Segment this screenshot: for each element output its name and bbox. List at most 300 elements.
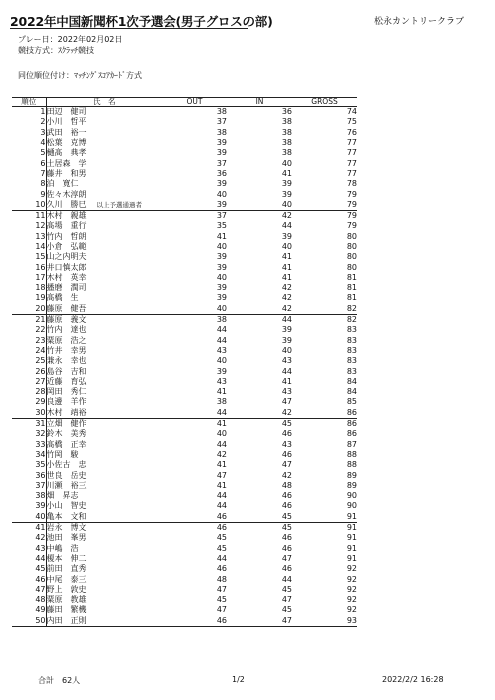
player-name-cell (46, 336, 162, 346)
rank-cell: 31 (12, 418, 46, 429)
player-name: 畑 昇志 (46, 491, 79, 501)
in-score-cell: 39 (281, 335, 292, 345)
player-name: 藤井 和男 (46, 168, 87, 178)
rank-cell: 43 (12, 543, 46, 553)
gross-score-cell: 86 (292, 408, 357, 419)
player-name-cell (46, 377, 162, 387)
rank-cell: 13 (12, 232, 46, 242)
gross-score-cell: 92 (346, 564, 357, 574)
out-score-cell: 43 (216, 376, 227, 386)
player-name: 藤原 健吾 (46, 303, 87, 313)
gross-score-cell: 84 (346, 387, 357, 397)
player-name-cell (46, 564, 162, 574)
rank-cell: 2 (12, 117, 46, 127)
rank-cell: 42 (12, 533, 46, 543)
rank-cell: 4 (12, 138, 46, 148)
gross-score-cell: 80 (346, 262, 357, 272)
out-score-cell: 40 (216, 272, 227, 282)
in-score-cell: 46 (281, 543, 292, 553)
player-name: 粟原 教雄 (46, 595, 87, 605)
in-score-cell: 43 (281, 356, 292, 366)
out-score-cell: 40 (216, 356, 227, 366)
out-score-cell: 46 (216, 564, 227, 574)
table-row (12, 574, 357, 584)
gross-score-cell: 83 (346, 366, 357, 376)
rank-cell: 49 (12, 605, 46, 615)
table-row (12, 356, 357, 366)
player-name-cell (46, 273, 162, 283)
player-name: 髙橋 正幸 (46, 439, 87, 449)
player-name-cell (46, 128, 162, 138)
table-row (12, 512, 357, 523)
table-row (12, 564, 357, 574)
player-name: 兼永 幸也 (46, 356, 87, 366)
player-name: 樋髙 典孝 (46, 148, 87, 158)
tie-break-rule: 同位順位付け：ﾏｯﾁﾝｸﾞｽｺｱｶｰﾄﾞ方式 (18, 71, 142, 80)
player-name-cell (46, 107, 162, 118)
table-row (12, 314, 357, 325)
player-name: 佐々木淳朗 (46, 189, 87, 199)
gross-score-cell: 91 (346, 543, 357, 553)
table-row (12, 554, 357, 564)
out-score-cell: 43 (216, 345, 227, 355)
table-row (12, 429, 357, 439)
gross-score-cell: 79 (346, 211, 357, 221)
rank-cell: 46 (12, 574, 46, 584)
table-row (12, 533, 357, 543)
table-row (12, 522, 357, 533)
player-name: 髙橋 生 (46, 293, 79, 303)
in-score-cell: 47 (281, 397, 292, 407)
player-name-cell (46, 554, 162, 564)
table-row (12, 387, 357, 397)
player-name: 竹岡 駿 (46, 449, 79, 459)
player-name-cell (46, 179, 162, 189)
table-row (12, 189, 357, 199)
rank-cell: 27 (12, 377, 46, 387)
player-name-cell (46, 605, 162, 615)
rank-cell: 48 (12, 595, 46, 605)
play-date: プレー日：2022年02月02日 (18, 35, 123, 44)
player-name-cell (46, 221, 162, 231)
gross-score-cell: 79 (346, 189, 357, 199)
in-score-cell: 41 (281, 252, 292, 262)
player-name: 髙場 重行 (46, 221, 87, 231)
in-score-cell: 44 (281, 315, 292, 325)
qualifier-note: 以上予選通過者 (96, 200, 142, 209)
player-name-cell (46, 574, 162, 584)
out-score-cell: 44 (216, 491, 227, 501)
player-name: 藤田 繁機 (46, 605, 87, 615)
table-row (12, 242, 357, 252)
out-score-cell: 44 (162, 408, 227, 419)
total-count: 合計 62人 (38, 676, 81, 685)
out-score-cell: 38 (216, 127, 227, 137)
gross-score-cell: 83 (346, 356, 357, 366)
player-name-cell (46, 418, 162, 429)
player-name: 中尾 泰三 (46, 574, 87, 584)
player-name: 榎本 伸二 (46, 553, 87, 563)
out-score-cell: 39 (216, 262, 227, 272)
header-gross: GROSS (292, 98, 357, 107)
gross-score-cell: 92 (346, 584, 357, 594)
table-row (12, 377, 357, 387)
results-table (12, 97, 357, 627)
in-score-cell: 39 (281, 231, 292, 241)
in-score-cell: 46 (281, 449, 292, 459)
table-row (12, 117, 357, 127)
rank-cell: 12 (12, 221, 46, 231)
in-score-cell: 43 (281, 387, 292, 397)
in-score-cell: 39 (281, 179, 292, 189)
out-score-cell: 46 (162, 616, 227, 627)
gross-score-cell: 87 (346, 439, 357, 449)
out-score-cell: 44 (216, 501, 227, 511)
gross-score-cell: 89 (346, 480, 357, 490)
table-row (12, 169, 357, 179)
in-score-cell: 46 (281, 491, 292, 501)
out-score-cell: 39 (216, 283, 227, 293)
out-score-cell: 48 (216, 574, 227, 584)
out-score-cell: 39 (216, 366, 227, 376)
in-score-cell: 44 (281, 366, 292, 376)
player-name: 武田 裕一 (46, 127, 87, 137)
rank-cell: 29 (12, 397, 46, 407)
gross-score-cell: 79 (292, 200, 357, 211)
table-row (12, 605, 357, 615)
in-score-cell: 39 (281, 325, 292, 335)
player-name: 池田 峯男 (46, 533, 87, 543)
player-name-cell (46, 429, 162, 439)
out-score-cell: 35 (216, 221, 227, 231)
rank-cell: 23 (12, 336, 46, 346)
player-name-cell (46, 408, 162, 419)
table-row (12, 470, 357, 480)
player-name: 竹内 達也 (46, 325, 87, 335)
gross-score-cell: 85 (346, 397, 357, 407)
player-name: 小山 智史 (46, 501, 87, 511)
out-score-cell: 39 (216, 293, 227, 303)
in-score-cell: 46 (281, 564, 292, 574)
gross-score-cell: 84 (346, 376, 357, 386)
player-name: 松葉 克博 (46, 138, 87, 148)
in-score-cell: 43 (281, 439, 292, 449)
out-score-cell: 39 (216, 138, 227, 148)
rank-cell: 26 (12, 366, 46, 376)
table-row (12, 221, 357, 231)
player-name-cell (46, 148, 162, 158)
player-name: 立畑 健作 (46, 419, 87, 429)
table-row (12, 346, 357, 356)
gross-score-cell: 81 (346, 283, 357, 293)
table-row (12, 273, 357, 283)
player-name-cell (46, 189, 162, 199)
player-name-cell (46, 470, 162, 480)
player-name: 岩永 博文 (46, 523, 87, 533)
rank-cell: 7 (12, 169, 46, 179)
player-name-cell (46, 252, 162, 262)
gross-score-cell: 81 (346, 293, 357, 303)
player-name-cell (46, 293, 162, 303)
out-score-cell: 40 (162, 304, 227, 315)
table-row (12, 366, 357, 376)
gross-score-cell: 77 (346, 158, 357, 168)
in-score-cell: 45 (227, 512, 292, 523)
player-name: 良邊 羊作 (46, 397, 87, 407)
player-name: 田辺 健司 (46, 107, 87, 117)
rank-cell: 14 (12, 242, 46, 252)
rank-cell: 44 (12, 554, 46, 564)
player-name-cell (46, 356, 162, 366)
print-timestamp: 2022/2/2 16:28 (382, 675, 444, 684)
gross-score-cell: 92 (346, 605, 357, 615)
player-name: 小佐古 忠 (46, 460, 87, 470)
table-header-row (12, 98, 357, 107)
player-name-cell (46, 138, 162, 148)
out-score-cell: 36 (216, 168, 227, 178)
gross-score-cell: 91 (346, 523, 357, 533)
table-row (12, 408, 357, 419)
gross-score-cell: 89 (346, 470, 357, 480)
rank-cell: 15 (12, 252, 46, 262)
player-name-cell (46, 325, 162, 335)
player-name-cell (46, 242, 162, 252)
gross-score-cell: 80 (346, 242, 357, 251)
out-score-cell: 39 (216, 179, 227, 189)
rank-cell: 38 (12, 491, 46, 501)
in-score-cell: 42 (227, 304, 292, 315)
table-row (12, 543, 357, 553)
out-score-cell: 47 (216, 584, 227, 594)
gross-score-cell: 92 (346, 595, 357, 605)
in-score-cell: 36 (281, 107, 292, 117)
rank-cell: 8 (12, 179, 46, 189)
gross-score-cell: 88 (346, 460, 357, 470)
gross-score-cell: 81 (346, 272, 357, 282)
player-name-cell (46, 283, 162, 293)
rank-cell: 35 (12, 460, 46, 470)
table-row (12, 460, 357, 470)
table-row (12, 481, 357, 491)
player-name-cell (46, 450, 162, 460)
player-name-cell (46, 491, 162, 501)
out-score-cell: 41 (216, 231, 227, 241)
gross-score-cell: 78 (346, 179, 357, 189)
in-score-cell: 42 (281, 470, 292, 480)
in-score-cell: 48 (281, 480, 292, 490)
table-row (12, 283, 357, 293)
player-name-cell (46, 366, 162, 376)
table-row (12, 148, 357, 158)
rank-cell: 22 (12, 325, 46, 335)
player-name: 土居森 学 (46, 158, 87, 168)
player-name-cell (46, 387, 162, 397)
gross-score-cell: 82 (292, 304, 357, 315)
rank-cell: 40 (12, 512, 46, 523)
player-name-cell (46, 262, 162, 272)
player-name-cell (46, 481, 162, 491)
rank-cell: 19 (12, 293, 46, 303)
player-name-cell (46, 117, 162, 127)
player-name-cell (46, 501, 162, 511)
table-row (12, 158, 357, 168)
table-row (12, 128, 357, 138)
in-score-cell: 44 (281, 574, 292, 584)
player-name: 竹内 哲朗 (46, 231, 87, 241)
rank-cell: 28 (12, 387, 46, 397)
table-row (12, 138, 357, 148)
out-score-cell: 44 (216, 325, 227, 335)
player-name: 鈴木 美秀 (46, 429, 87, 439)
out-score-cell: 38 (216, 397, 227, 407)
out-score-cell: 38 (216, 315, 227, 325)
player-name-cell (46, 210, 162, 221)
player-name: 久川 勝巳 (46, 199, 87, 209)
table-row (12, 397, 357, 407)
gross-score-cell: 93 (292, 616, 357, 627)
rank-cell: 34 (12, 450, 46, 460)
player-name-cell (46, 543, 162, 553)
header-out: OUT (162, 98, 227, 107)
out-score-cell: 38 (216, 107, 227, 117)
out-score-cell: 41 (216, 460, 227, 470)
in-score-cell: 47 (281, 460, 292, 470)
player-name-cell (46, 169, 162, 179)
rank-cell: 24 (12, 346, 46, 356)
out-score-cell: 42 (216, 449, 227, 459)
table-row (12, 595, 357, 605)
rank-cell: 50 (12, 616, 46, 627)
gross-score-cell: 82 (346, 315, 357, 325)
player-name: 世良 岳史 (46, 470, 87, 480)
out-score-cell: 45 (216, 543, 227, 553)
player-name: 近藤 育弘 (46, 376, 87, 386)
table-row (12, 262, 357, 272)
rank-cell: 36 (12, 470, 46, 480)
gross-score-cell: 83 (346, 325, 357, 335)
in-score-cell: 41 (281, 376, 292, 386)
player-name: 粟原 浩之 (46, 335, 87, 345)
table-row (12, 585, 357, 595)
in-score-cell: 47 (227, 616, 292, 627)
out-score-cell: 40 (216, 429, 227, 439)
out-score-cell: 40 (216, 242, 227, 251)
in-score-cell: 42 (281, 211, 292, 221)
rank-cell: 33 (12, 440, 46, 450)
player-name-cell (46, 346, 162, 356)
player-name: 島谷 吉和 (46, 366, 87, 376)
gross-score-cell: 90 (346, 501, 357, 511)
document-title: 2022年中国新聞杯1次予選会(男子グロスの部) (10, 14, 273, 29)
player-name: 木村 英幸 (46, 272, 87, 282)
out-score-cell: 45 (216, 595, 227, 605)
out-score-cell: 41 (216, 480, 227, 490)
rank-cell: 30 (12, 408, 46, 419)
out-score-cell: 46 (162, 512, 227, 523)
table-row (12, 450, 357, 460)
header-name: 氏 名 (46, 98, 162, 107)
gross-score-cell: 74 (346, 107, 357, 117)
in-score-cell: 41 (281, 272, 292, 282)
out-score-cell: 46 (216, 523, 227, 533)
in-score-cell: 45 (281, 584, 292, 594)
player-name-cell (46, 585, 162, 595)
table-row (12, 325, 357, 335)
out-score-cell: 41 (216, 419, 227, 429)
gross-score-cell: 76 (346, 127, 357, 137)
out-score-cell: 39 (216, 252, 227, 262)
in-score-cell: 40 (227, 200, 292, 211)
table-row (12, 501, 357, 511)
header-in: IN (227, 98, 292, 107)
gross-score-cell: 91 (346, 553, 357, 563)
rank-cell: 25 (12, 356, 46, 366)
player-name-cell (46, 616, 162, 627)
in-score-cell: 45 (281, 419, 292, 429)
out-score-cell: 37 (216, 158, 227, 168)
in-score-cell: 44 (281, 221, 292, 231)
rank-cell: 5 (12, 148, 46, 158)
in-score-cell: 40 (281, 158, 292, 168)
player-name-cell (46, 397, 162, 407)
rank-cell: 37 (12, 481, 46, 491)
table-row (12, 491, 357, 501)
rank-cell: 9 (12, 189, 46, 199)
rank-cell: 10 (12, 200, 46, 211)
table-row (12, 616, 357, 627)
gross-score-cell: 92 (346, 574, 357, 584)
gross-score-cell: 86 (346, 419, 357, 429)
rank-cell: 41 (12, 522, 46, 533)
gross-score-cell: 80 (346, 231, 357, 241)
out-score-cell: 37 (216, 211, 227, 221)
table-row (12, 210, 357, 221)
gross-score-cell: 79 (346, 221, 357, 231)
table-row (12, 293, 357, 303)
header-rank: 順位 (12, 98, 46, 107)
in-score-cell: 46 (281, 429, 292, 439)
in-score-cell: 38 (281, 138, 292, 148)
gross-score-cell: 83 (346, 345, 357, 355)
player-name: 井口慎太郎 (46, 262, 87, 272)
player-name-cell (46, 533, 162, 543)
in-score-cell: 38 (281, 117, 292, 127)
in-score-cell: 46 (281, 501, 292, 511)
out-score-cell: 39 (162, 200, 227, 211)
player-name-cell (46, 158, 162, 168)
rank-cell: 18 (12, 283, 46, 293)
gross-score-cell: 77 (346, 138, 357, 148)
gross-score-cell: 86 (346, 429, 357, 439)
gross-score-cell: 77 (346, 148, 357, 158)
player-name: 播磨 潤司 (46, 283, 87, 293)
in-score-cell: 38 (281, 148, 292, 158)
rank-cell: 45 (12, 564, 46, 574)
player-name: 内田 正則 (46, 615, 87, 625)
player-name-cell (46, 440, 162, 450)
gross-score-cell: 75 (346, 117, 357, 127)
rank-cell: 6 (12, 158, 46, 168)
in-score-cell: 42 (227, 408, 292, 419)
player-name: 木村 靖裕 (46, 407, 87, 417)
out-score-cell: 39 (216, 148, 227, 158)
club-name: 松永カントリークラブ (374, 17, 465, 27)
table-row (12, 304, 357, 315)
rank-cell: 16 (12, 262, 46, 272)
rank-cell: 17 (12, 273, 46, 283)
table-row (12, 232, 357, 242)
player-name: 中嶋 浩 (46, 543, 79, 553)
